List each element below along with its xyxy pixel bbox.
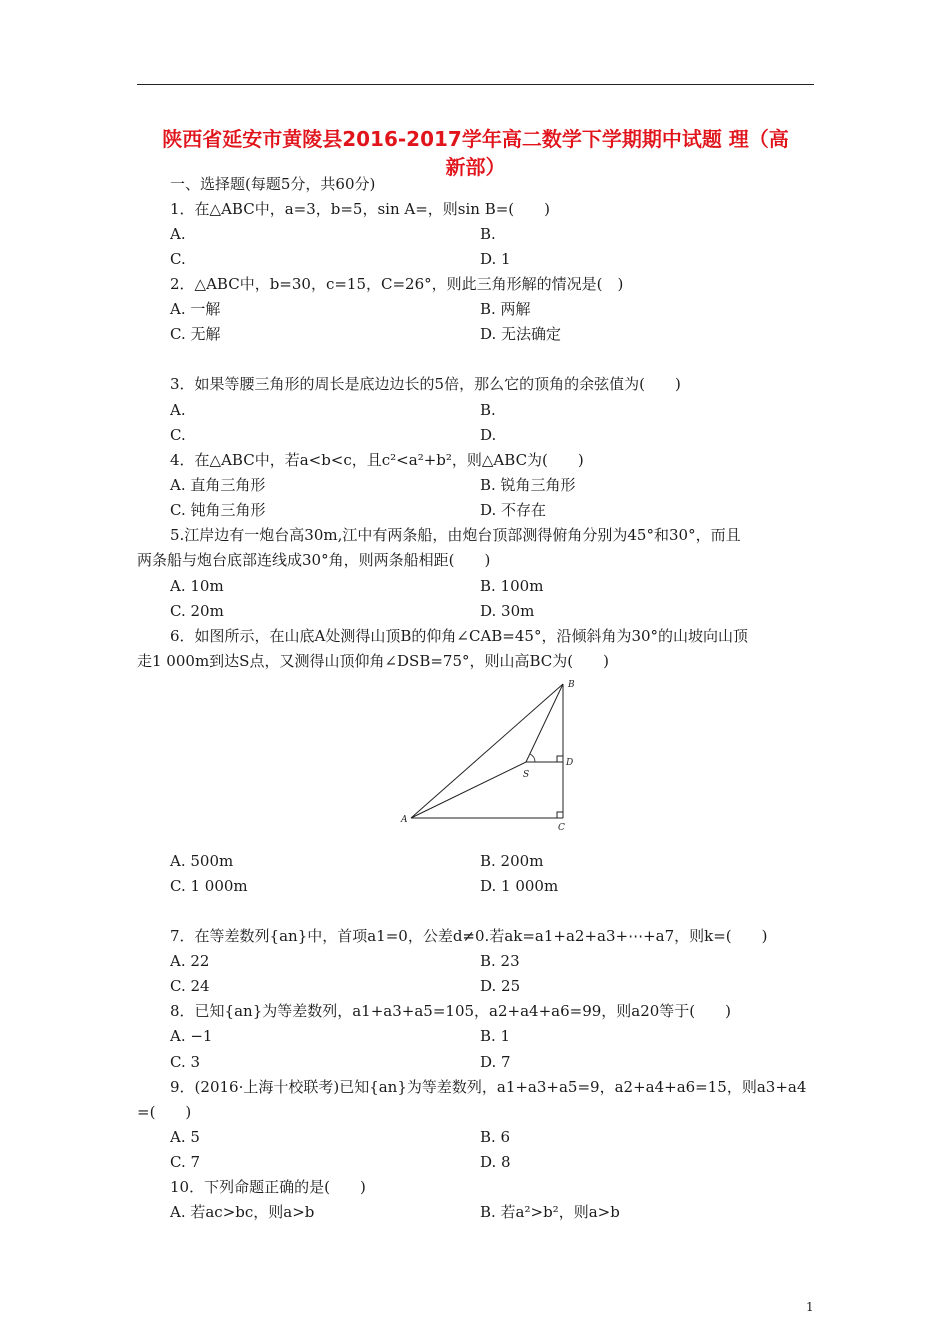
title-line-2: 新部） [445,155,506,179]
q4-option-d: D. 不存在 [480,501,547,519]
q10-option-b: B. 若a²>b²，则a>b [480,1203,620,1221]
q1-stem: 1．在△ABC中，a=3，b=5，sin A=，则sin B=( ) [170,200,551,218]
q7-option-d: D. 25 [480,977,521,995]
angle-arc-s [530,754,535,762]
q2-option-b: B. 两解 [480,300,531,318]
q7-option-c: C. 24 [170,977,210,995]
q6-option-a: A. 500m [170,852,234,870]
line-as [411,762,526,818]
q5-stem: 5.江岸边有一炮台高30m,江中有两条船，由炮台顶部测得俯角分别为45°和30°，而且 [170,526,741,544]
q1-option-d: D. 1 [480,250,511,268]
q9-option-a: A. 5 [170,1128,200,1146]
right-angle-c [557,812,563,818]
right-angle-d [557,756,563,762]
q8-option-b: B. 1 [480,1027,511,1045]
q9-stem-cont: =( ) [137,1103,192,1121]
line-ab [411,684,563,818]
q3-option-a: A. [170,401,186,419]
q2-stem: 2．△ABC中，b=30，c=15，C=26°，则此三角形解的情况是( ) [170,275,624,293]
mountain-figure [395,676,585,836]
q9-option-c: C. 7 [170,1153,201,1171]
q4-option-a: A. 直角三角形 [170,476,266,494]
q6-stem: 6．如图所示，在山底A处测得山顶B的仰角∠CAB=45°，沿倾斜角为30°的山坡向山顶 [170,627,749,645]
q6-option-b: B. 200m [480,852,544,870]
q5-stem-cont: 两条船与炮台底部连线成30°角，则两条船相距( ) [137,551,491,569]
q5-option-d: D. 30m [480,602,535,620]
q6-option-d: D. 1 000m [480,877,559,895]
q2-option-d: D. 无法确定 [480,325,562,343]
q6-option-c: C. 1 000m [170,877,248,895]
section-heading: 一、选择题(每题5分，共60分) [170,175,376,193]
q3-option-b: B. [480,401,496,419]
label-s: S [523,770,530,780]
q8-stem: 8．已知{an}为等差数列，a1+a3+a5=105，a2+a4+a6=99，则a20等于( ) [170,1002,732,1020]
q1-option-a: A. [170,225,186,243]
q8-option-d: D. 7 [480,1053,511,1071]
label-d: D [566,758,574,768]
q9-option-b: B. 6 [480,1128,511,1146]
q3-option-c: C. [170,426,186,444]
q4-stem: 4．在△ABC中，若a<b<c，且c²<a²+b²，则△ABC为( ) [170,451,584,469]
q6-stem-cont: 走1 000m到达S点，又测得山顶仰角∠DSB=75°，则山高BC为( ) [137,652,609,670]
q5-option-b: B. 100m [480,577,544,595]
line-sb [526,684,563,762]
q7-option-a: A. 22 [170,952,210,970]
q9-stem: 9．(2016·上海十校联考)已知{an}为等差数列，a1+a3+a5=9，a2+a4+a6=15，则a3+a4 [170,1078,807,1096]
q8-option-c: C. 3 [170,1053,201,1071]
q8-option-a: A. −1 [170,1027,213,1045]
label-a: A [401,815,408,825]
q4-option-b: B. 锐角三角形 [480,476,576,494]
page-number: 1 [806,1300,814,1314]
q10-option-a: A. 若ac>bc，则a>b [170,1203,315,1221]
q10-stem: 10．下列命题正确的是( ) [170,1178,366,1196]
label-c: C [558,823,565,833]
q7-stem: 7．在等差数列{an}中，首项a1=0，公差d≠0.若ak=a1+a2+a3+⋯+a7，则k=( ) [170,927,768,945]
q3-option-d: D. [480,426,497,444]
q1-option-c: C. [170,250,186,268]
q9-option-d: D. 8 [480,1153,511,1171]
q1-option-b: B. [480,225,496,243]
title-line-1: 陕西省延安市黄陵县2016-2017学年高二数学下学期期中试题 理（高 [162,127,789,151]
q2-option-c: C. 无解 [170,325,221,343]
q7-option-b: B. 23 [480,952,520,970]
header-rule [137,84,814,85]
q4-option-c: C. 钝角三角形 [170,501,266,519]
q3-stem: 3．如果等腰三角形的周长是底边边长的5倍，那么它的顶角的余弦值为( ) [170,375,681,393]
page-title [137,125,814,181]
q5-option-a: A. 10m [170,577,224,595]
q5-option-c: C. 20m [170,602,224,620]
q2-option-a: A. 一解 [170,300,221,318]
label-b: B [568,680,575,690]
